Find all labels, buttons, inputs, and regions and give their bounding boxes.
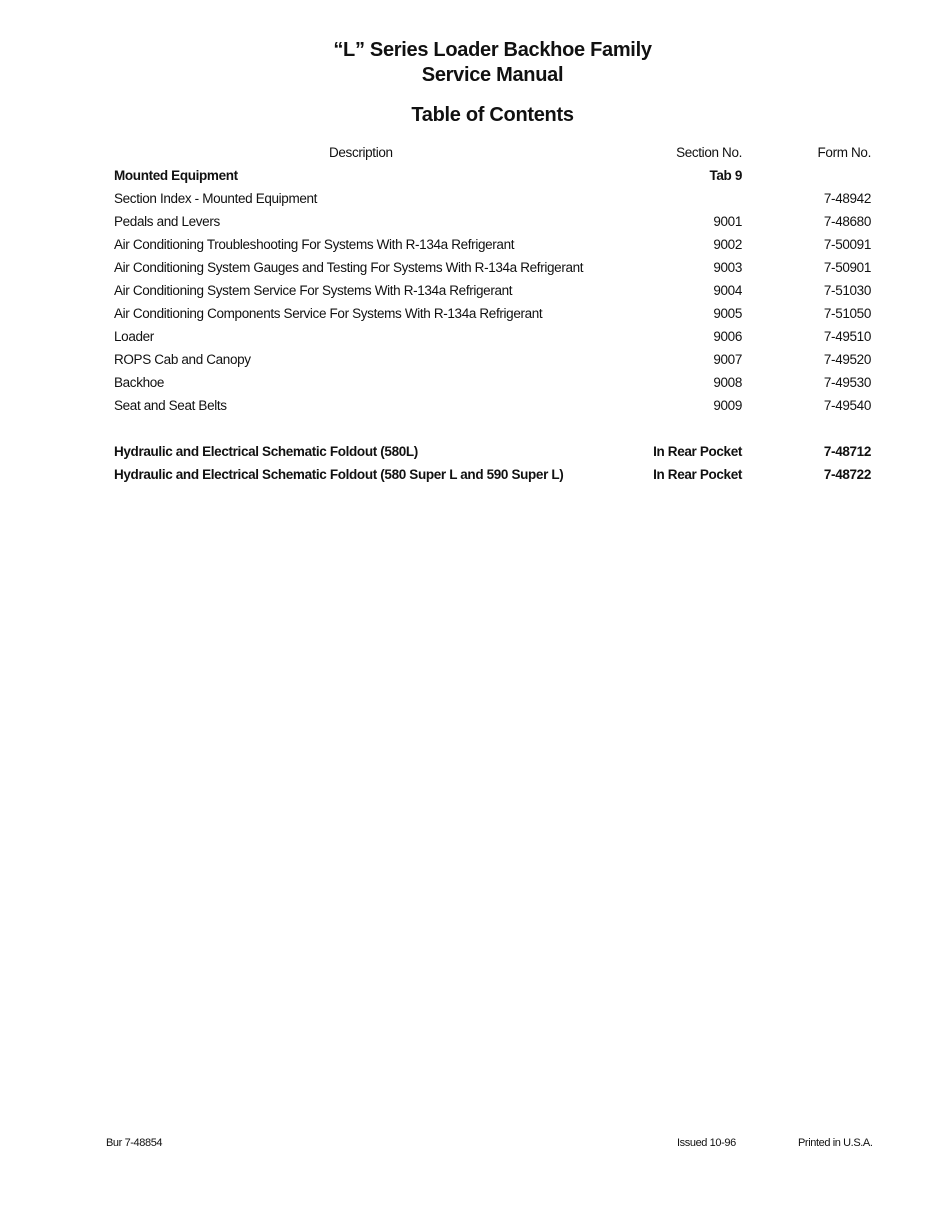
toc-form: 7-51050 [823, 306, 871, 321]
toc-section: 9006 [713, 329, 742, 344]
footer-issued: Issued 10-96 [677, 1137, 736, 1149]
toc-row [0, 214, 935, 234]
toc-row [0, 444, 935, 464]
col-form: Form No. [817, 145, 871, 160]
toc-row [0, 283, 935, 303]
toc-section: 9003 [713, 260, 742, 275]
toc-description: Air Conditioning System Service For Systems With R-134a Refrigerant [114, 283, 513, 298]
column-headers [0, 145, 935, 165]
toc-row [0, 352, 935, 372]
toc-form: 7-49520 [823, 352, 871, 367]
toc-section: In Rear Pocket [653, 467, 742, 482]
toc-form: 7-50091 [823, 237, 871, 252]
toc-description: Loader [114, 329, 154, 344]
col-description: Description [329, 145, 393, 160]
toc-row [0, 237, 935, 257]
toc-row [0, 260, 935, 280]
toc-description: Air Conditioning Components Service For Systems With R-134a Refrigerant [114, 306, 543, 321]
toc-form: 7-49540 [823, 398, 871, 413]
toc-section: 9004 [713, 283, 742, 298]
toc-form: 7-50901 [823, 260, 871, 275]
toc-description: Hydraulic and Electrical Schematic Foldout (580 Super L and 590 Super L) [114, 467, 564, 482]
toc-row [0, 375, 935, 395]
toc-section: 9007 [713, 352, 742, 367]
toc-row [0, 191, 935, 211]
toc-description: Air Conditioning System Gauges and Testing For Systems With R-134a Refrigerant [114, 260, 584, 275]
toc-section: 9005 [713, 306, 742, 321]
toc-heading: Table of Contents [411, 104, 574, 126]
toc-form: 7-48712 [823, 444, 871, 459]
document-title: “L” Series Loader Backhoe Family [333, 39, 652, 61]
toc-section: 9001 [713, 214, 742, 229]
toc-description: Backhoe [114, 375, 165, 390]
toc-row [0, 467, 935, 487]
toc-description: Air Conditioning Troubleshooting For Systems With R-134a Refrigerant [114, 237, 515, 252]
toc-section: 9009 [713, 398, 742, 413]
toc-description: Pedals and Levers [114, 214, 220, 229]
toc-row [0, 306, 935, 326]
toc-row [0, 329, 935, 349]
footer-printed: Printed in U.S.A. [798, 1137, 873, 1149]
toc-description: ROPS Cab and Canopy [114, 352, 251, 367]
document-subtitle: Service Manual [421, 64, 564, 86]
toc-description: Section Index - Mounted Equipment [114, 191, 318, 206]
toc-section: 9008 [713, 375, 742, 390]
toc-form: 7-48722 [823, 467, 871, 482]
toc-form: 7-48942 [823, 191, 871, 206]
toc-section: In Rear Pocket [653, 444, 742, 459]
toc-row [0, 168, 935, 188]
toc-form: 7-48680 [823, 214, 871, 229]
toc-row [0, 398, 935, 418]
toc-form: 7-49510 [823, 329, 871, 344]
toc-section: Tab 9 [709, 168, 742, 183]
toc-description: Mounted Equipment [114, 168, 238, 183]
toc-section: 9002 [713, 237, 742, 252]
toc-description: Hydraulic and Electrical Schematic Foldout (580L) [114, 444, 418, 459]
toc-form: 7-49530 [823, 375, 871, 390]
toc-form: 7-51030 [823, 283, 871, 298]
toc-description: Seat and Seat Belts [114, 398, 227, 413]
footer-doc-number: Bur 7-48854 [106, 1137, 163, 1149]
col-section: Section No. [676, 145, 742, 160]
